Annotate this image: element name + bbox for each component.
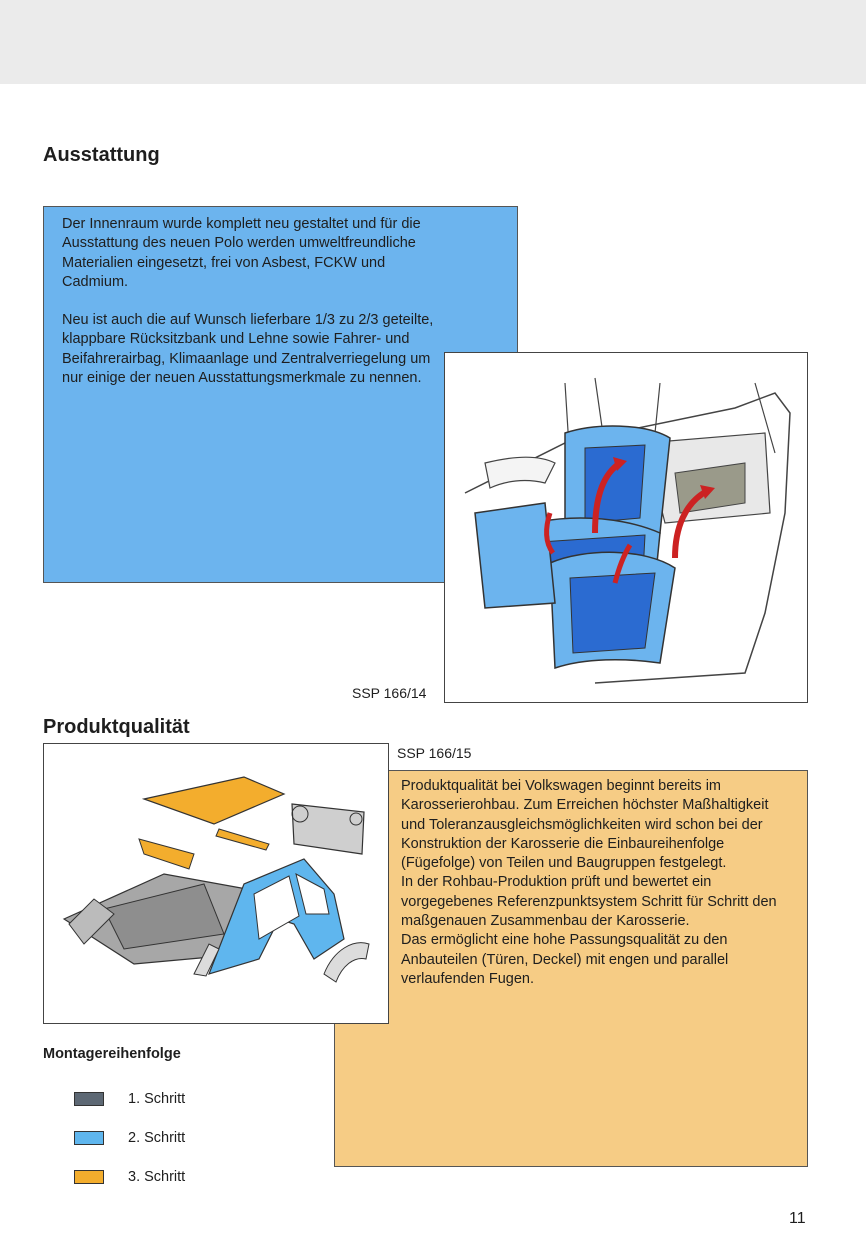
legend-swatch-step-2	[74, 1131, 104, 1145]
legend-label: 3. Schritt	[128, 1169, 186, 1185]
produktqualitaet-paragraph-1: Produktqualität bei Volkswagen beginnt bereits im Karosserierohbau. Zum Erreichen höchster Maßhaltigkeit und Toleranzausgleichsmöglichkeiten wird schon bei der Konstruktion der Karosserie die Einbaureihenfolge (Fügefolge) von Teilen und Baugruppen festgelegt.	[401, 778, 769, 872]
legend-item	[74, 1129, 185, 1147]
rear-seat-illustration	[445, 353, 807, 702]
produktqualitaet-paragraph-3: Das ermöglicht eine hohe Passungsqualität zu den Anbauteilen (Türen, Deckel) mit engen und parallel verlaufenden Fugen.	[401, 932, 729, 987]
legend-item	[74, 1168, 185, 1186]
section-title-produktqualitaet: Produktqualität	[43, 716, 190, 738]
body-assembly-illustration	[44, 744, 388, 1023]
produktqualitaet-paragraph-2: In der Rohbau-Produktion prüft und bewertet ein vorgegebenes Referenzpunktsystem Schritt für Schritt den maßgenauen Zusammenbau der Karosserie.	[401, 874, 777, 930]
figure-body-assembly	[43, 743, 389, 1024]
header-band	[0, 0, 866, 84]
page-number: 11	[789, 1210, 806, 1227]
figure-caption-ssp-166-15: SSP 166/15	[397, 745, 472, 761]
ausstattung-paragraph-2: Neu ist auch die auf Wunsch lieferbare 1/3 zu 2/3 geteilte, klappbare Rücksitzbank und Lehne sowie Fahrer- und Beifahrerairbag, Klimaanlage und Zentralverriegelung um nur einige der neuen Ausstattungsmerkmale zu nennen.	[62, 312, 434, 387]
legend-swatch-step-1	[74, 1092, 104, 1106]
figure-caption-ssp-166-14: SSP 166/14	[352, 685, 427, 701]
legend-label: 2. Schritt	[128, 1130, 186, 1146]
legend-swatch-step-3	[74, 1170, 104, 1184]
ausstattung-text	[62, 215, 437, 407]
produktqualitaet-text	[401, 777, 786, 989]
section-title-ausstattung: Ausstattung	[43, 144, 160, 166]
ausstattung-paragraph-1: Der Innenraum wurde komplett neu gestaltet und für die Ausstattung des neuen Polo werden umweltfreundliche Materialien eingesetzt, frei von Asbest, FCKW und Cadmium.	[62, 216, 421, 290]
legend-item	[74, 1090, 185, 1108]
legend-title: Montagereihenfolge	[43, 1046, 181, 1062]
legend-label: 1. Schritt	[128, 1091, 186, 1107]
figure-rear-seat	[444, 352, 808, 703]
